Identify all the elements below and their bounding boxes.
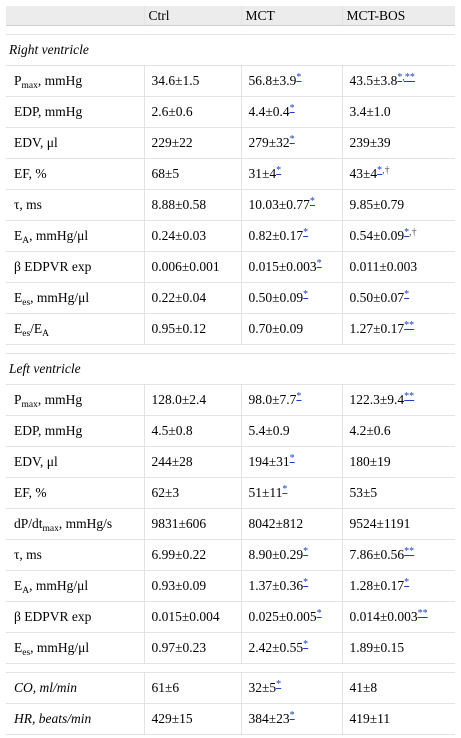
cell-value: 0.22±0.04	[151, 290, 207, 305]
footnote-dagger: ,†	[382, 165, 390, 176]
row-label	[6, 314, 144, 345]
value-cell	[342, 159, 455, 190]
row-label-text: P	[14, 73, 22, 88]
cell-value: 2.6±0.6	[151, 104, 193, 119]
row-label	[6, 128, 144, 159]
row-label	[6, 571, 144, 602]
row-label	[6, 66, 144, 97]
spacer-row	[6, 345, 455, 354]
footnote-link[interactable]: **	[404, 320, 415, 331]
row-label-text: E	[14, 290, 23, 305]
value-cell	[144, 283, 241, 314]
cell-value: 239±39	[349, 135, 391, 150]
row-label-text: P	[14, 392, 22, 407]
table-row	[6, 540, 455, 571]
row-label	[6, 283, 144, 314]
value-cell	[241, 571, 342, 602]
value-cell	[144, 571, 241, 602]
value-cell	[342, 283, 455, 314]
value-cell	[144, 159, 241, 190]
footnote-link[interactable]: *	[289, 103, 295, 114]
row-label-subscript: A	[42, 329, 50, 339]
value-cell	[342, 97, 455, 128]
value-cell	[144, 509, 241, 540]
value-cell	[144, 97, 241, 128]
value-cell	[241, 673, 342, 704]
footnote-link[interactable]: *	[377, 165, 383, 176]
value-cell	[241, 66, 342, 97]
table-row	[6, 283, 455, 314]
cell-value: 4.5±0.8	[151, 423, 193, 438]
cell-value: 0.011±0.003	[349, 259, 418, 274]
value-cell	[144, 704, 241, 735]
footnote-link[interactable]: *	[303, 577, 309, 588]
value-cell	[342, 447, 455, 478]
cell-value: 0.70±0.09	[248, 321, 304, 336]
value-cell	[241, 385, 342, 416]
row-label	[6, 385, 144, 416]
footnote-link[interactable]: *,**	[397, 72, 415, 83]
cell-value: 0.50±0.07	[349, 290, 405, 305]
row-label-subscript: A	[22, 236, 30, 246]
cell-value: 0.93±0.09	[151, 578, 207, 593]
row-label-text: β EDPVR exp	[14, 609, 92, 624]
row-label-text: EDV, μl	[14, 135, 58, 150]
cell-value: 0.97±0.23	[151, 640, 207, 655]
footnote-link[interactable]: *	[276, 165, 282, 176]
row-label	[6, 190, 144, 221]
row-label-rest: /E	[30, 321, 43, 336]
table-row	[6, 252, 455, 283]
row-label-text: τ, ms	[14, 197, 42, 212]
table-row	[6, 97, 455, 128]
value-cell	[241, 540, 342, 571]
value-cell	[342, 252, 455, 283]
hemodynamics-table	[6, 6, 455, 735]
footnote-link[interactable]: **	[404, 546, 415, 557]
footnote-link[interactable]: **	[417, 608, 428, 619]
cell-value: 31±4	[248, 166, 277, 181]
value-cell	[241, 283, 342, 314]
table-row	[6, 221, 455, 252]
cell-value: 4.2±0.6	[349, 423, 391, 438]
footnote-link[interactable]: *	[404, 227, 410, 238]
spacer-cell	[6, 345, 455, 354]
value-cell	[241, 602, 342, 633]
cell-value: 61±6	[151, 680, 180, 695]
row-label	[6, 540, 144, 571]
table-row	[6, 447, 455, 478]
row-label	[6, 221, 144, 252]
table-row	[6, 190, 455, 221]
cell-value: 1.27±0.17	[349, 321, 405, 336]
value-cell	[144, 385, 241, 416]
value-cell	[144, 540, 241, 571]
value-cell	[144, 128, 241, 159]
row-label-subscript: max	[42, 524, 59, 534]
row-label-subscript: es	[22, 329, 31, 339]
cell-value: 68±5	[151, 166, 180, 181]
footnote-link[interactable]: *	[404, 577, 410, 588]
section-heading-row	[6, 35, 455, 66]
table-row	[6, 602, 455, 633]
cell-value: 34.6±1.5	[151, 73, 200, 88]
table-row	[6, 385, 455, 416]
table-row	[6, 571, 455, 602]
cell-value: 43±4	[349, 166, 378, 181]
value-cell	[241, 478, 342, 509]
cell-value: 10.03±0.77	[248, 197, 310, 212]
cell-value: 279±32	[248, 135, 290, 150]
footnote-link[interactable]: *	[276, 679, 282, 690]
footnote-link[interactable]: *	[296, 391, 302, 402]
section-heading-row	[6, 354, 455, 385]
footnote-link[interactable]: *	[309, 196, 315, 207]
cell-value: 122.3±9.4	[349, 392, 405, 407]
cell-value: 1.89±0.15	[349, 640, 405, 655]
row-label	[6, 633, 144, 664]
row-label-subscript: es	[22, 298, 31, 308]
footnote-link[interactable]: *	[316, 608, 322, 619]
footnote-link[interactable]: *	[303, 546, 309, 557]
row-label	[6, 416, 144, 447]
cell-value: 194±31	[248, 454, 290, 469]
row-label-text: β EDPVR exp	[14, 259, 92, 274]
row-label-text: EF, %	[14, 166, 47, 181]
value-cell	[144, 190, 241, 221]
row-label-subscript: max	[21, 400, 38, 410]
section-title: Right ventricle	[6, 35, 455, 66]
row-label-rest: , mmHg/μl	[29, 228, 89, 243]
footnote-link[interactable]: *	[289, 453, 295, 464]
value-cell	[342, 571, 455, 602]
cell-value: 8.90±0.29	[248, 547, 304, 562]
table-row	[6, 128, 455, 159]
value-cell	[144, 478, 241, 509]
header-cell	[6, 6, 144, 26]
cell-value: 98.0±7.7	[248, 392, 297, 407]
cell-value: 51±11	[248, 485, 283, 500]
cell-value: 56.8±3.9	[248, 73, 297, 88]
table-body	[6, 6, 455, 735]
value-cell	[342, 673, 455, 704]
row-label-text: EF, %	[14, 485, 47, 500]
value-cell	[342, 540, 455, 571]
value-cell	[342, 416, 455, 447]
row-label-rest: , mmHg/μl	[30, 290, 90, 305]
cell-value: 9524±1191	[349, 516, 411, 531]
footnote-dagger: ,†	[409, 227, 417, 238]
spacer-row	[6, 26, 455, 35]
value-cell	[342, 633, 455, 664]
table-row	[6, 416, 455, 447]
cell-value: 384±23	[248, 711, 290, 726]
row-label	[6, 509, 144, 540]
cell-value: 0.82±0.17	[248, 228, 304, 243]
cell-value: 2.42±0.55	[248, 640, 304, 655]
row-label-text: E	[14, 578, 23, 593]
row-label-rest: , mmHg/μl	[29, 578, 89, 593]
value-cell	[144, 314, 241, 345]
cell-value: 6.99±0.22	[151, 547, 207, 562]
value-cell	[144, 447, 241, 478]
cell-value: 8.88±0.58	[151, 197, 207, 212]
value-cell	[241, 704, 342, 735]
cell-value: 3.4±1.0	[349, 104, 391, 119]
cell-value: 8042±812	[248, 516, 304, 531]
value-cell	[342, 704, 455, 735]
table-row	[6, 478, 455, 509]
cell-value: 0.015±0.003	[248, 259, 317, 274]
row-label	[6, 602, 144, 633]
value-cell	[241, 97, 342, 128]
table-row	[6, 633, 455, 664]
value-cell	[342, 478, 455, 509]
table-row	[6, 673, 455, 704]
cell-value: 244±28	[151, 454, 193, 469]
row-label-text: EDV, μl	[14, 454, 58, 469]
cell-value: 0.54±0.09	[349, 228, 405, 243]
cell-value: 0.24±0.03	[151, 228, 207, 243]
value-cell	[342, 314, 455, 345]
row-label-subscript: es	[22, 648, 31, 658]
value-cell	[241, 416, 342, 447]
cell-value: 0.006±0.001	[151, 259, 220, 274]
table-row	[6, 509, 455, 540]
value-cell	[342, 509, 455, 540]
value-cell	[241, 633, 342, 664]
value-cell	[144, 221, 241, 252]
cell-value: 0.014±0.003	[349, 609, 418, 624]
cell-value: 1.28±0.17	[349, 578, 405, 593]
footnote-link[interactable]: *	[316, 258, 322, 269]
cell-value: 43.5±3.8	[349, 73, 398, 88]
cell-value: 0.015±0.004	[151, 609, 220, 624]
row-label-text: E	[14, 228, 23, 243]
row-label-text: EDP, mmHg	[14, 423, 83, 438]
value-cell	[241, 128, 342, 159]
cell-value: 128.0±2.4	[151, 392, 207, 407]
spacer-row	[6, 664, 455, 673]
value-cell	[241, 252, 342, 283]
row-label	[6, 478, 144, 509]
value-cell	[241, 509, 342, 540]
row-label-subscript: max	[21, 81, 38, 91]
cell-value: 429±15	[151, 711, 193, 726]
cell-value: 0.50±0.09	[248, 290, 304, 305]
row-label-subscript: A	[22, 586, 30, 596]
cell-value: 9831±606	[151, 516, 207, 531]
section-title: Left ventricle	[6, 354, 455, 385]
row-label-text: dP/dt	[14, 516, 43, 531]
value-cell	[144, 252, 241, 283]
cell-value: 0.025±0.005	[248, 609, 317, 624]
cell-value: 5.4±0.9	[248, 423, 290, 438]
cell-value: 62±3	[151, 485, 180, 500]
spacer-cell	[6, 664, 455, 673]
cell-value: 7.86±0.56	[349, 547, 405, 562]
row-label-text: E	[14, 321, 23, 336]
footnote-link[interactable]: *	[303, 227, 309, 238]
value-cell	[342, 128, 455, 159]
value-cell	[144, 602, 241, 633]
row-label-text: CO, ml/min	[14, 680, 78, 695]
value-cell	[342, 385, 455, 416]
footnote-link[interactable]: *	[289, 134, 295, 145]
header-cell-ctrl: Ctrl	[144, 6, 241, 26]
spacer-cell	[6, 26, 455, 35]
row-label-rest: , mmHg	[37, 392, 83, 407]
value-cell	[241, 314, 342, 345]
value-cell	[144, 416, 241, 447]
cell-value: 419±11	[349, 711, 391, 726]
footnote-link[interactable]: *	[404, 289, 410, 300]
value-cell	[144, 673, 241, 704]
cell-value: 4.4±0.4	[248, 104, 290, 119]
row-label-rest: , mmHg	[37, 73, 83, 88]
header-row	[6, 6, 455, 26]
value-cell	[241, 221, 342, 252]
footnote-link[interactable]: *	[303, 289, 309, 300]
value-cell	[342, 66, 455, 97]
cell-value: 32±5	[248, 680, 277, 695]
footnote-link[interactable]: *	[289, 710, 295, 721]
footnote-link[interactable]: **	[404, 391, 415, 402]
row-label	[6, 252, 144, 283]
table-row	[6, 66, 455, 97]
row-label	[6, 159, 144, 190]
table-row	[6, 314, 455, 345]
cell-value: 53±5	[349, 485, 378, 500]
row-label	[6, 97, 144, 128]
header-cell-mct: MCT	[241, 6, 342, 26]
footnote-link[interactable]: *	[303, 639, 309, 650]
cell-value: 9.85±0.79	[349, 197, 405, 212]
value-cell	[342, 221, 455, 252]
row-label-rest: , mmHg/s	[58, 516, 113, 531]
footnote-link[interactable]: *	[282, 484, 288, 495]
data-table-container	[6, 6, 455, 735]
table-row	[6, 159, 455, 190]
row-label-text: EDP, mmHg	[14, 104, 83, 119]
cell-value: 229±22	[151, 135, 193, 150]
value-cell	[342, 602, 455, 633]
cell-value: 180±19	[349, 454, 391, 469]
value-cell	[241, 190, 342, 221]
table-row	[6, 704, 455, 735]
cell-value: 1.37±0.36	[248, 578, 304, 593]
row-label-text: τ, ms	[14, 547, 42, 562]
cell-value: 41±8	[349, 680, 378, 695]
row-label-text: E	[14, 640, 23, 655]
row-label	[6, 447, 144, 478]
value-cell	[241, 447, 342, 478]
footnote-link[interactable]: *	[296, 72, 302, 83]
value-cell	[144, 66, 241, 97]
row-label	[6, 704, 144, 735]
row-label-text: HR, beats/min	[14, 711, 92, 726]
header-cell-mct-bos: MCT-BOS	[342, 6, 455, 26]
row-label	[6, 673, 144, 704]
value-cell	[241, 159, 342, 190]
value-cell	[342, 190, 455, 221]
value-cell	[144, 633, 241, 664]
row-label-rest: , mmHg/μl	[30, 640, 90, 655]
cell-value: 0.95±0.12	[151, 321, 207, 336]
